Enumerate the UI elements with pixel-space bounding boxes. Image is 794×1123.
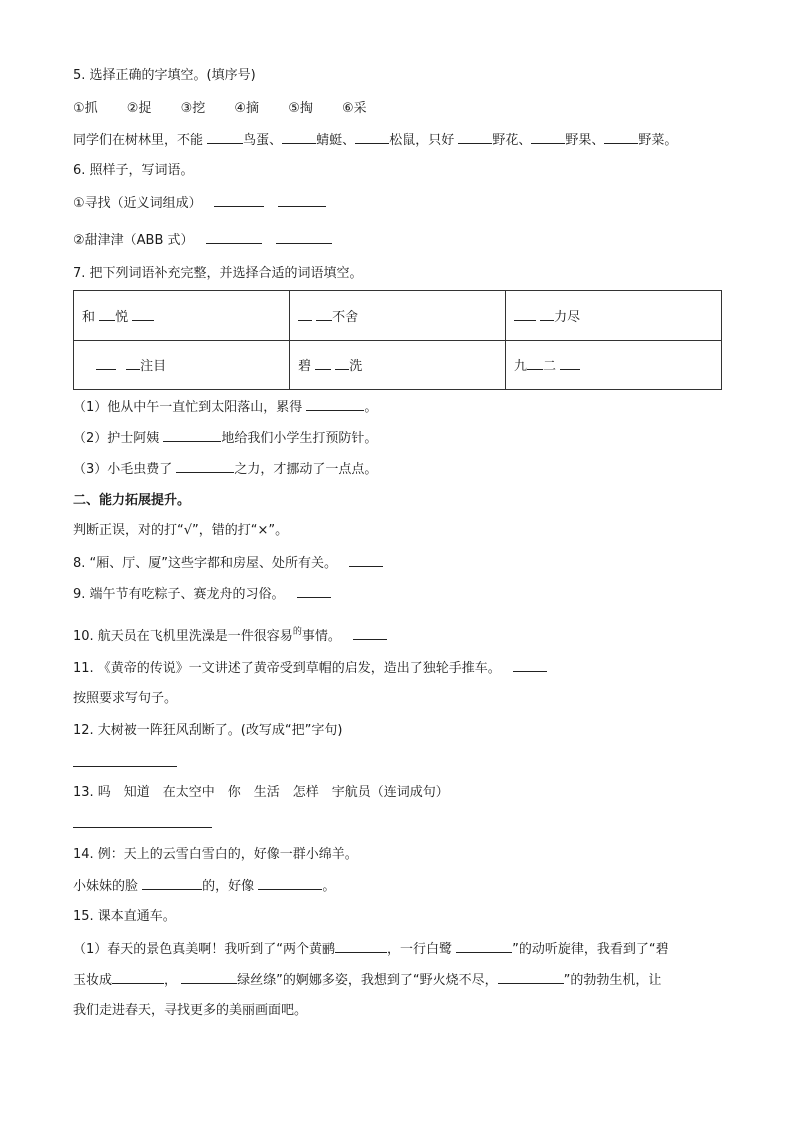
q6-prompt-1: ①寻找（近义词组成） — [73, 196, 202, 211]
q7-sentence-2 — [73, 429, 377, 448]
q15-line-3: 我们走进春天，寻找更多的美丽画面吧。 — [73, 1003, 308, 1018]
answer-blank[interactable] — [540, 308, 554, 321]
sentence-text: 。 — [364, 400, 378, 415]
idiom-cell — [290, 291, 506, 341]
q10 — [73, 623, 387, 646]
q6-prompt-2: ②甜津津（ABB 式） — [73, 233, 194, 248]
q5-text-5: 野花、 — [492, 133, 532, 148]
option-4: ④摘 — [234, 101, 260, 116]
sentence-text: （1）他从中午一直忙到太阳落山，累得 — [73, 400, 303, 415]
rewrite-instructions: 按照要求写句子。 — [73, 691, 178, 706]
q5-sentence — [73, 131, 677, 150]
q5-text-4: 松鼠，只好 — [389, 133, 455, 148]
question-text: 9. 端午节有吃粽子、赛龙舟的习俗。 — [73, 587, 285, 602]
answer-blank[interactable] — [355, 131, 389, 144]
question-text: 小妹妹的脸 — [73, 879, 139, 894]
answer-blank[interactable] — [306, 398, 364, 411]
idiom-cell — [74, 291, 290, 341]
question-text: 事情。 — [301, 629, 341, 644]
answer-line[interactable] — [73, 827, 212, 828]
question-text: 玉妆成 — [73, 973, 113, 988]
idiom-table — [73, 290, 722, 390]
q15-line-2 — [73, 971, 661, 990]
q5-text-6: 野果、 — [565, 133, 605, 148]
q7-title: 7. 把下列词语补充完整，并选择合适的词语填空。 — [73, 266, 363, 281]
q14 — [73, 877, 335, 896]
q5-text-7: 野菜。 — [638, 133, 678, 148]
answer-blank[interactable] — [258, 877, 322, 890]
answer-blank[interactable] — [514, 308, 536, 321]
cell-text: 九 — [514, 359, 528, 375]
cell-text: 洗 — [349, 359, 363, 375]
answer-blank[interactable] — [527, 357, 543, 370]
answer-blank[interactable] — [560, 357, 580, 370]
sentence-text: 地给我们小学生打预防针。 — [221, 431, 378, 446]
option-2: ②捉 — [126, 101, 152, 116]
answer-blank[interactable] — [278, 194, 326, 207]
answer-blank[interactable] — [276, 231, 332, 244]
cell-text: 注目 — [140, 359, 167, 375]
q15-title: 15. 课本直通车。 — [73, 909, 176, 924]
answer-blank[interactable] — [142, 877, 202, 890]
answer-blank[interactable] — [335, 357, 349, 370]
answer-blank[interactable] — [163, 429, 221, 442]
question-text: （1）春天的景色真美啊！我听到了“两个黄鹂 — [73, 942, 336, 957]
q5-text-1: 同学们在树林里，不能 — [73, 133, 204, 148]
question-text: 。 — [322, 879, 336, 894]
answer-blank[interactable] — [176, 460, 234, 473]
q5-text-2: 鸟蛋、 — [243, 133, 283, 148]
option-3: ③挖 — [180, 101, 206, 116]
option-6: ⑥采 — [341, 101, 367, 116]
q5-options — [73, 100, 367, 118]
q6-title: 6. 照样子，写词语。 — [73, 163, 194, 178]
answer-blank[interactable] — [297, 585, 331, 598]
q5-title: 5. 选择正确的字填空。(填序号) — [73, 68, 256, 83]
q14-example: 14. 例：天上的云雪白雪白的，好像一群小绵羊。 — [73, 847, 358, 862]
question-text: ，一行白鹭 — [387, 942, 453, 957]
answer-blank[interactable] — [132, 308, 154, 321]
q5-text-3: 蜻蜓、 — [316, 133, 356, 148]
section-heading: 二、能力拓展提升。 — [73, 493, 191, 508]
answer-line[interactable] — [73, 766, 177, 767]
sentence-text: 之力，才挪动了一点点。 — [234, 462, 378, 477]
answer-blank[interactable] — [112, 971, 164, 984]
idiom-cell — [290, 340, 506, 390]
answer-blank[interactable] — [335, 940, 387, 953]
question-text: ， — [164, 973, 178, 988]
judge-instructions: 判断正误，对的打“√”，错的打“×”。 — [73, 523, 289, 538]
answer-blank[interactable] — [458, 131, 492, 144]
question-text: 绿丝绦”的婀娜多姿，我想到了“野火烧不尽， — [237, 973, 498, 988]
answer-blank[interactable] — [96, 357, 116, 370]
question-text: 的 — [292, 627, 302, 637]
answer-blank[interactable] — [99, 308, 115, 321]
q6-line-2 — [73, 231, 332, 250]
question-text: 11. 《黄帝的传说》一文讲述了黄帝受到草帽的启发，造出了独轮手推车。 — [73, 661, 501, 676]
answer-blank[interactable] — [456, 940, 512, 953]
cell-text: 碧 — [298, 359, 312, 375]
q13: 13. 吗 知道 在太空中 你 生活 怎样 宇航员（连词成句） — [73, 785, 449, 800]
q8 — [73, 554, 383, 573]
answer-blank[interactable] — [604, 131, 638, 144]
answer-blank[interactable] — [214, 194, 264, 207]
cell-text: 力尽 — [554, 309, 581, 325]
q7-sentence-1 — [73, 398, 377, 417]
q12: 12. 大树被一阵狂风刮断了。(改写成“把”字句) — [73, 723, 343, 738]
sentence-text: （3）小毛虫费了 — [73, 462, 173, 477]
q9 — [73, 585, 331, 604]
answer-blank[interactable] — [282, 131, 316, 144]
answer-blank[interactable] — [206, 231, 262, 244]
answer-blank[interactable] — [315, 357, 331, 370]
idiom-cell — [506, 291, 722, 341]
q7-sentence-3 — [73, 460, 377, 479]
sentence-text: （2）护士阿姨 — [73, 431, 160, 446]
q11 — [73, 659, 547, 678]
answer-blank[interactable] — [531, 131, 565, 144]
cell-text: 不舍 — [332, 309, 359, 325]
answer-blank[interactable] — [513, 659, 547, 672]
answer-blank[interactable] — [316, 308, 332, 321]
answer-blank[interactable] — [181, 971, 237, 984]
cell-text: 二 — [543, 359, 557, 375]
option-5: ⑤掏 — [288, 101, 313, 116]
cell-text: 和 — [82, 309, 96, 325]
answer-blank[interactable] — [498, 971, 564, 984]
q15-line-1 — [73, 940, 669, 959]
idiom-cell — [506, 340, 722, 390]
question-text: 的，好像 — [202, 879, 255, 894]
answer-blank[interactable] — [349, 554, 383, 567]
answer-blank[interactable] — [353, 627, 387, 640]
q6-line-1 — [73, 194, 326, 213]
question-text: ”的勃勃生机，让 — [563, 973, 662, 988]
idiom-cell — [74, 340, 290, 390]
question-text: 8. “厢、厅、厦”这些字都和房屋、处所有关。 — [73, 556, 338, 571]
option-1: ①抓 — [73, 101, 98, 116]
answer-blank[interactable] — [126, 357, 140, 370]
answer-blank[interactable] — [207, 131, 243, 144]
question-text: ”的动听旋律，我看到了“碧 — [512, 942, 669, 957]
answer-blank[interactable] — [298, 308, 312, 321]
cell-text: 悦 — [115, 309, 129, 325]
question-text: 10. 航天员在飞机里洗澡是一件很容易 — [73, 629, 293, 644]
